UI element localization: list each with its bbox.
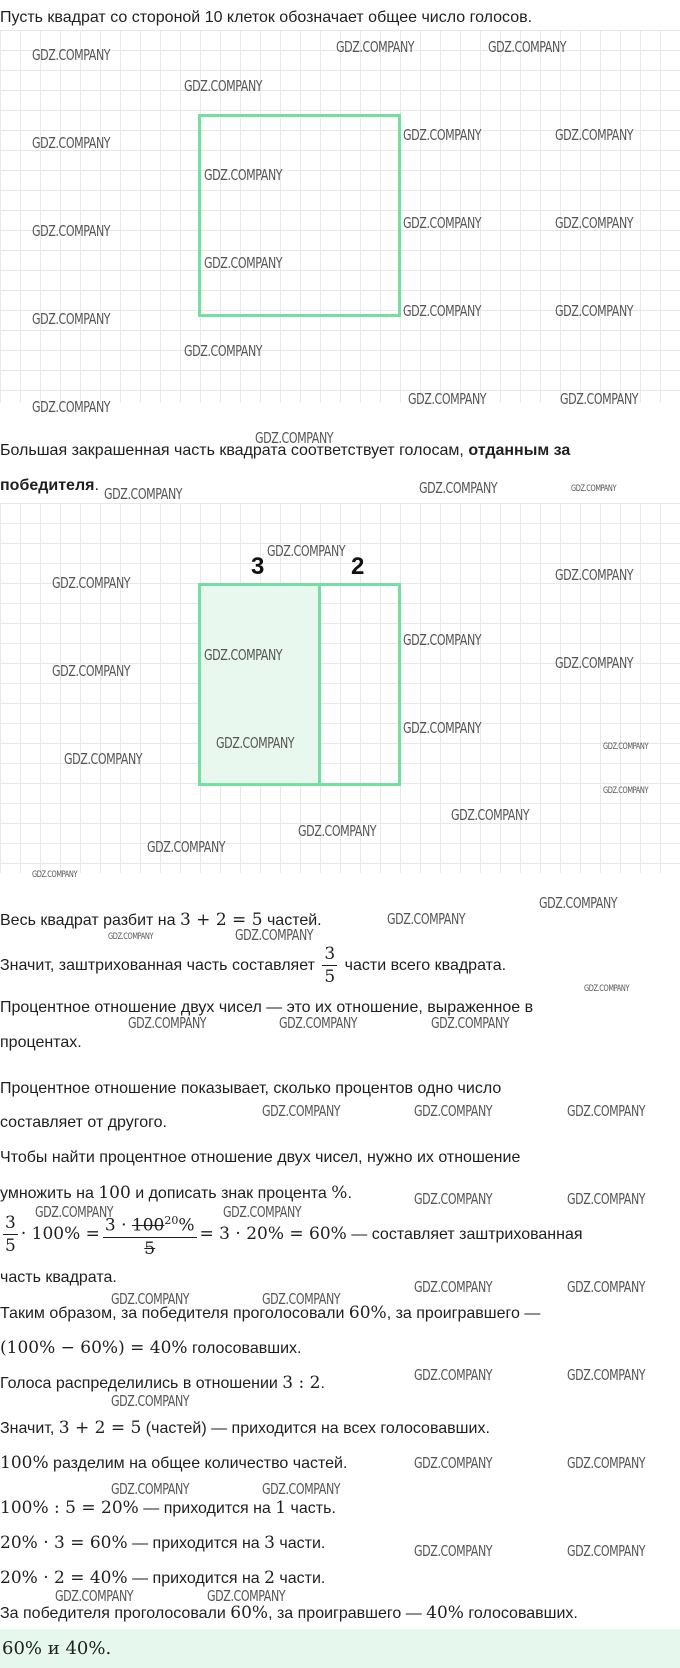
watermark: GDZ.COMPANY (262, 1102, 341, 1120)
text-fragment: (частей) — приходится на всех голосовавших. (141, 1420, 490, 1437)
text-line-16 (0, 1603, 578, 1624)
text-line-7 (0, 1148, 520, 1168)
text-fragment: части. (274, 1535, 326, 1552)
watermark: GDZ.COMPANY (567, 1542, 646, 1560)
text-fragment: , за проигравшего — (268, 1605, 427, 1622)
watermark: GDZ.COMPANY (184, 342, 263, 360)
math-fragment: 20% · 2 = 40% (0, 1568, 128, 1588)
text-fragment: часть. (286, 1500, 336, 1517)
text-fragment: Весь квадрат разбит на (0, 912, 180, 929)
whole-square (198, 114, 401, 317)
text-fragment: Чтобы найти процентное отношение двух чисел, нужно их отношение (0, 1149, 521, 1166)
fraction-numerator (103, 1210, 197, 1238)
text-fragment: процентах. (0, 1034, 82, 1051)
watermark: GDZ.COMPANY (571, 484, 617, 494)
watermark: GDZ.COMPANY (584, 984, 630, 994)
text-fragment: — приходится на (127, 1570, 265, 1587)
watermark: GDZ.COMPANY (111, 1290, 190, 1308)
watermark: GDZ.COMPANY (147, 838, 226, 856)
math-fragment: 3 + 2 = 5 (179, 910, 263, 930)
watermark: GDZ.COMPANY (64, 750, 143, 768)
math-fragment: 2 (264, 1568, 275, 1588)
text-fragment: составляет от другого. (0, 1114, 167, 1131)
text-line-6 (0, 1079, 501, 1099)
text-fragment: Процентное отношение показывает, сколько процентов одно число (0, 1080, 502, 1097)
watermark: GDZ.COMPANY (32, 870, 78, 880)
text-line-13 (0, 1498, 336, 1519)
text-fragment: — составляет заштрихованная (346, 1226, 583, 1244)
text-fragment: часть квадрата. (0, 1269, 117, 1286)
split-line (318, 583, 321, 786)
fraction-cancel (103, 1210, 197, 1260)
watermark: GDZ.COMPANY (255, 429, 334, 447)
watermark: GDZ.COMPANY (204, 254, 283, 272)
watermark: GDZ.COMPANY (204, 646, 283, 664)
watermark: GDZ.COMPANY (567, 1366, 646, 1384)
math-fragment: 40% (426, 1603, 464, 1623)
math-fragment: 20% · 3 = 60% (0, 1533, 128, 1553)
watermark: GDZ.COMPANY (408, 390, 487, 408)
intro-text (0, 8, 532, 28)
math-fragment: (100% − 60%) = 40% (0, 1338, 188, 1358)
math-fragment: = 3 · 20% = 60% (199, 1224, 347, 1245)
watermark: GDZ.COMPANY (111, 1392, 190, 1410)
fraction-three-fifths (322, 943, 337, 988)
watermark: GDZ.COMPANY (539, 894, 618, 912)
part-label-left: 3 (251, 553, 265, 580)
watermark: GDZ.COMPANY (567, 1454, 646, 1472)
watermark: GDZ.COMPANY (555, 302, 634, 320)
watermark: GDZ.COMPANY (32, 222, 111, 240)
bold-fragment: победителя (0, 477, 95, 494)
math-fragment: 3 + 2 = 5 (58, 1418, 142, 1438)
text-fragment: части всего квадрата. (340, 957, 507, 974)
cancelled-number: 100 (131, 1215, 165, 1236)
intro-text-part: Пусть квадрат со стороной 10 клеток обозначает общее число голосов. (0, 9, 533, 26)
math-fragment: 100% : 5 = 20% (0, 1498, 139, 1518)
watermark: GDZ.COMPANY (403, 719, 482, 737)
text-fragment: . (320, 1375, 325, 1392)
fraction-numerator: 3 (5, 1213, 16, 1234)
math-fragment: 60% (230, 1603, 269, 1623)
answer-text: 60% и 40%. (2, 1638, 112, 1659)
watermark: GDZ.COMPANY (32, 46, 111, 64)
watermark: GDZ.COMPANY (403, 302, 482, 320)
text-fragment: и дописать знак процента (130, 1185, 332, 1202)
watermark: GDZ.COMPANY (108, 932, 154, 942)
watermark: GDZ.COMPANY (555, 214, 634, 232)
text-fragment: . (347, 1185, 352, 1202)
text-fragment: умножить на (0, 1185, 99, 1202)
text-line-11 (0, 1418, 490, 1439)
text-fragment: части. (274, 1570, 326, 1587)
watermark: GDZ.COMPANY (488, 38, 567, 56)
watermark: GDZ.COMPANY (55, 1587, 134, 1605)
watermark: GDZ.COMPANY (555, 654, 634, 672)
text-line-5b (0, 1033, 82, 1053)
text-fragment: . (94, 477, 99, 494)
watermark: GDZ.COMPANY (560, 390, 639, 408)
watermark: GDZ.COMPANY (603, 742, 649, 752)
watermark: GDZ.COMPANY (223, 1203, 302, 1221)
watermark: GDZ.COMPANY (235, 926, 314, 944)
watermark: GDZ.COMPANY (567, 1190, 646, 1208)
watermark: GDZ.COMPANY (451, 806, 530, 824)
part-label-right: 2 (351, 553, 365, 580)
watermark: GDZ.COMPANY (567, 1278, 646, 1296)
math-fragment: · 100% = (20, 1224, 100, 1245)
text-fragment: За победителя проголосовали (0, 1605, 231, 1622)
watermark: GDZ.COMPANY (111, 1480, 190, 1498)
math-fragment: 60% (348, 1303, 387, 1323)
text-fragment: частей. (262, 912, 322, 929)
text-line-2b (0, 476, 99, 496)
watermark: GDZ.COMPANY (403, 126, 482, 144)
watermark: GDZ.COMPANY (207, 1587, 286, 1605)
text-line-9 (0, 1338, 301, 1359)
reduced-number: 20 (164, 1214, 179, 1227)
text-line-12 (0, 1453, 347, 1474)
text-fragment: Значит, (0, 1420, 59, 1437)
text-fragment: разделим на общее количество частей. (48, 1455, 348, 1472)
math-fragment: 3 (264, 1533, 275, 1553)
watermark: GDZ.COMPANY (414, 1366, 493, 1384)
watermark: GDZ.COMPANY (414, 1190, 493, 1208)
math-fragment: % (331, 1183, 348, 1203)
fraction-three-fifths-2 (3, 1212, 18, 1257)
text-fragment: — приходится на (138, 1500, 276, 1517)
watermark: GDZ.COMPANY (567, 1102, 646, 1120)
watermark: GDZ.COMPANY (216, 734, 295, 752)
text-line-7b (0, 1183, 352, 1204)
text-line-10 (0, 1373, 325, 1394)
fraction-denominator: 5 (324, 967, 336, 988)
watermark: GDZ.COMPANY (262, 1290, 341, 1308)
watermark: GDZ.COMPANY (555, 566, 634, 584)
fraction-numerator: 3 (324, 944, 336, 965)
math-fragment: 3 · (104, 1215, 132, 1236)
watermark: GDZ.COMPANY (128, 1014, 207, 1032)
watermark: GDZ.COMPANY (52, 662, 131, 680)
text-line-15 (0, 1568, 325, 1589)
text-fragment: , за проигравшего — (386, 1305, 541, 1322)
text-fragment: голосовавших. (463, 1605, 578, 1622)
watermark: GDZ.COMPANY (603, 786, 649, 796)
text-fragment: Значит, заштрихованная часть составляет (0, 957, 320, 974)
fraction-denominator: 5 (5, 1236, 16, 1257)
text-line-6b (0, 1113, 167, 1133)
watermark: GDZ.COMPANY (387, 910, 466, 928)
watermark: GDZ.COMPANY (431, 1014, 510, 1032)
text-fragment: — приходится на (127, 1535, 265, 1552)
watermark: GDZ.COMPANY (298, 822, 377, 840)
watermark: GDZ.COMPANY (32, 310, 111, 328)
text-fragment: Голоса распределились в отношении (0, 1375, 283, 1392)
watermark: GDZ.COMPANY (414, 1102, 493, 1120)
watermark: GDZ.COMPANY (32, 398, 111, 416)
text-fragment: Процентное отношение двух чисел — это их отношение, выраженное в (0, 999, 534, 1016)
text-line-4 (0, 942, 506, 990)
watermark: GDZ.COMPANY (336, 38, 415, 56)
watermark: GDZ.COMPANY (184, 77, 263, 95)
split-square (198, 583, 401, 786)
watermark: GDZ.COMPANY (414, 1278, 493, 1296)
answer-box (0, 1629, 680, 1668)
text-fragment: Таким образом, за победителя проголосовали (0, 1305, 349, 1322)
math-fragment: 100% (0, 1453, 49, 1473)
watermark: GDZ.COMPANY (414, 1542, 493, 1560)
math-fragment: % (178, 1215, 195, 1236)
fraction-denominator: 5 (144, 1238, 156, 1259)
math-fragment: 3 : 2 (282, 1373, 321, 1393)
watermark: GDZ.COMPANY (419, 479, 498, 497)
watermark: GDZ.COMPANY (279, 1014, 358, 1032)
watermark: GDZ.COMPANY (262, 1480, 341, 1498)
watermark: GDZ.COMPANY (35, 1203, 114, 1221)
text-line-14 (0, 1533, 325, 1554)
text-fragment: голосовавших. (187, 1340, 302, 1357)
watermark: GDZ.COMPANY (403, 214, 482, 232)
watermark: GDZ.COMPANY (403, 631, 482, 649)
watermark: GDZ.COMPANY (52, 574, 131, 592)
text-fragment: Большая закрашенная часть квадрата соответствует голосам, (0, 442, 469, 459)
formula-line-b (0, 1268, 117, 1288)
watermark: GDZ.COMPANY (204, 166, 283, 184)
math-fragment: 1 (275, 1498, 287, 1518)
watermark: GDZ.COMPANY (104, 485, 183, 503)
watermark: GDZ.COMPANY (32, 134, 111, 152)
watermark: GDZ.COMPANY (414, 1454, 493, 1472)
watermark: GDZ.COMPANY (555, 126, 634, 144)
watermark: GDZ.COMPANY (267, 542, 346, 560)
bold-fragment: отданным за (468, 442, 571, 459)
math-fragment: 100 (98, 1183, 131, 1203)
